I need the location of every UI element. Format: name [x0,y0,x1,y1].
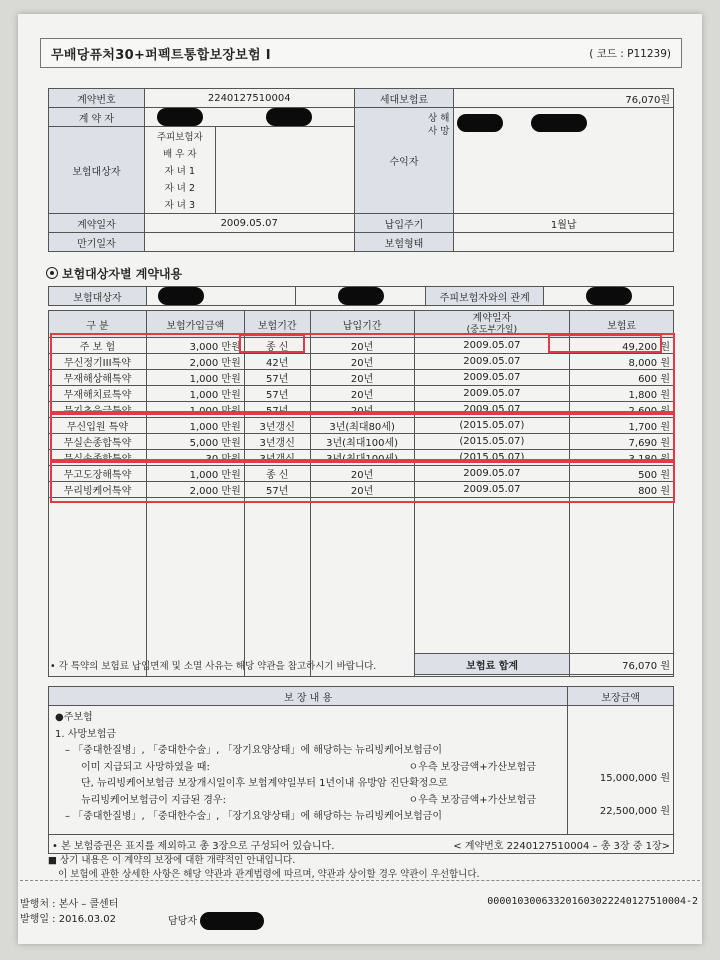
coverage-item-1: 1. 사망보험금 [55,728,117,740]
redaction-mark [531,114,587,132]
table-row [49,482,674,498]
cell-date: (2015.05.07) [414,450,570,466]
rider-note: • 각 특약의 보험료 납입면제 및 소멸 사유는 해당 약관을 참고하시기 바랍니다. [50,661,377,672]
insured-header-table [48,286,674,306]
coverage-amount-header: 보장금액 [568,687,674,706]
coverage-line: 뉴리빙케어보험금이 지급된 경우: ㅇ우측 보장금액+가산보험금 [81,794,536,806]
cell-pay: 20년 [310,370,414,386]
cell-premium: 500 원 [570,466,674,482]
cell-period: 57년 [244,482,310,498]
cell-pay: 20년 [310,386,414,402]
cell-amount: 30 만원 [146,450,244,466]
pay-cycle-value: 1월납 [454,214,674,233]
cell-amount: 5,000 만원 [146,434,244,450]
table-row [49,354,674,370]
cell-date: 2009.05.07 [414,482,570,498]
cell-amount: 1,000 만원 [146,466,244,482]
insured-roles-list [145,127,216,213]
contract-no-label: 계약번호 [49,89,145,108]
cell-amount: 1,000 만원 [146,418,244,434]
redaction-mark [158,287,204,305]
cell-premium: 1,800 원 [570,386,674,402]
document-title-bar [40,38,682,68]
cell-amount: 1,000 만원 [146,402,244,418]
relation-label: 주피보험자와의 관계 [426,287,544,306]
contract-info-table [48,88,674,252]
table-row [49,434,674,450]
col-category: 구 분 [49,311,147,338]
coverage-footer [49,835,674,854]
cell-date: 2009.05.07 [414,386,570,402]
coverage-line: 단, 뉴리빙케어보험금 보장개시일이후 보험계약일부터 1년이내 유방암 진단확정으로 [81,778,448,789]
maturity-value [144,233,354,252]
issue-info [20,897,118,927]
coverage-amount-1: 15,000,000 원 [599,773,670,784]
contract-date-value: 2009.05.07 [144,214,354,233]
page-indicator: < 계약번호 2240127510004 – 총 3장 중 1장> [453,840,670,852]
contract-no-value: 2240127510004 [144,89,354,108]
cell-pay: 20년 [310,482,414,498]
cell-name: 무재해치료특약 [49,386,147,402]
page-composition-note: • 본 보험증권은 표지를 제외하고 총 3장으로 구성되어 있습니다. [52,840,335,852]
section-title: 보험대상자별 계약내용 [46,265,182,282]
premium-value: 76,070원 [454,89,674,108]
beneficiary-value [454,108,674,214]
cell-date: 2009.05.07 [414,354,570,370]
table-row [49,370,674,386]
cell-date: 2009.05.07 [414,402,570,418]
document-title: 무배당퓨처30+퍼펙트통합보장보험 I [51,48,271,63]
role-spouse: 배 우 자 [163,148,197,160]
cell-name: 무리빙케어특약 [49,482,147,498]
redaction-mark [457,114,503,132]
total-label: 보험료 합계 [415,654,570,675]
table-row [49,338,674,354]
redaction-mark [266,108,312,126]
table-row [49,418,674,434]
cell-period: 57년 [244,402,310,418]
cell-premium: 800 원 [570,482,674,498]
cell-name: 무실손종합특약 [49,434,147,450]
cell-pay: 3년(최대100세) [310,450,414,466]
beneficiary-label [354,108,454,214]
cell-date: (2015.05.07) [414,418,570,434]
cell-date: 2009.05.07 [414,466,570,482]
cell-premium: 8,000 원 [570,354,674,370]
insurance-type-value [454,233,674,252]
coverage-header: 보 장 내 용 [49,687,568,706]
cell-pay: 20년 [310,402,414,418]
coverage-amount-2: 22,500,000 원 [599,806,670,817]
cell-name: 무기초응급특약 [49,402,147,418]
cell-premium: 49,200 원 [570,338,674,354]
agent: 담당자 [168,912,264,930]
cell-amount: 1,000 만원 [146,370,244,386]
cell-date: 2009.05.07 [414,338,570,354]
total-table [414,653,674,675]
role-main: 주피보험자 [156,131,203,143]
cell-name: 무실손종합특약 [49,450,147,466]
premium-label: 세대보험료 [354,89,454,108]
cell-amount: 2,000 만원 [146,482,244,498]
target-icon [46,267,58,279]
coverage-line: 이미 지급되고 사망하였을 때: ㅇ우측 보장금액+가산보험금 [81,761,536,773]
beneficiary-death-label: 사 망 [428,126,450,137]
contractor-value [144,108,354,127]
cell-period: 3년갱신 [244,450,310,466]
role-child-1: 자 녀 1 [164,165,196,177]
cell-name: 무신정기III특약 [49,354,147,370]
coverage-line: – 「중대한질병」, 「중대한수술」, 「장기요양상태」에 해당하는 뉴리빙케어보험금이 [65,745,443,756]
issuer: 발행처 : 본사 – 콜센터 [20,899,119,910]
contractor-label: 계 약 자 [49,108,145,127]
cell-period: 종 신 [244,338,310,354]
col-contract-date: 계약일자 (중도부가일) [414,311,570,338]
disclaimer-line-1: ■ 상기 내용은 이 계약의 보장에 대한 개략적인 안내입니다. [48,855,296,866]
redaction-mark [157,108,203,126]
cell-amount: 3,000 만원 [146,338,244,354]
redaction-mark [200,912,264,930]
cell-period: 3년갱신 [244,434,310,450]
col-amount: 보험가입금액 [146,311,244,338]
cell-premium: 1,700 원 [570,418,674,434]
coverage-content [49,706,568,835]
divider [20,880,700,881]
cell-premium: 7,690 원 [570,434,674,450]
product-code: ( 코드 : P11239) [589,48,671,60]
cell-date: 2009.05.07 [414,370,570,386]
insured-roles-cell [144,127,354,214]
cell-period: 42년 [244,354,310,370]
relation-value [544,287,674,306]
redaction-mark [586,287,632,305]
cell-period: 3년갱신 [244,418,310,434]
issue-date: 발행일 : 2016.03.02 [20,914,116,925]
col-premium: 보험료 [570,311,674,338]
cell-period: 57년 [244,386,310,402]
cell-period: 종 신 [244,466,310,482]
contract-date-label: 계약일자 [49,214,145,233]
col-period: 보험기간 [244,311,310,338]
disclaimer [48,854,480,882]
insured-id-value [296,287,426,306]
table-row [49,386,674,402]
beneficiary-title: 수익자 [389,157,419,168]
cell-premium: 600 원 [570,370,674,386]
disclaimer-line-2: 이 보험에 관한 상세한 사항은 해당 약관과 관계법령에 따르며, 약관과 상이할 경우 약관이 우선합니다. [58,869,480,880]
role-child-2: 자 녀 2 [164,183,196,195]
cell-name: 무재해상해특약 [49,370,147,386]
coverage-main-title: ●주보험 [55,712,93,723]
barcode-number: 000010300633201603022240127510004-2 [487,896,698,907]
role-child-3: 자 녀 3 [164,200,196,212]
cell-amount: 2,000 만원 [146,354,244,370]
table-row [49,402,674,418]
contract-detail-table [48,310,674,677]
maturity-label: 만기일자 [49,233,145,252]
beneficiary-injury-label: 상 해 [428,113,450,124]
cell-premium: 2,600 원 [570,402,674,418]
col-pay-period: 납입기간 [310,311,414,338]
cell-pay: 20년 [310,466,414,482]
cell-date: (2015.05.07) [414,434,570,450]
cell-name: 무신입원 특약 [49,418,147,434]
cell-pay: 3년(최대80세) [310,418,414,434]
table-row [49,466,674,482]
policy-document [18,14,702,944]
insured-name-label: 보험대상자 [49,287,147,306]
coverage-amounts [568,706,674,835]
insured-label: 보험대상자 [49,127,145,214]
cell-premium: 3,180 원 [570,450,674,466]
insurance-type-label: 보험형태 [354,233,454,252]
total-value: 76,070 원 [570,654,674,675]
cell-pay: 20년 [310,338,414,354]
cell-period: 57년 [244,370,310,386]
cell-amount: 1,000 만원 [146,386,244,402]
cell-name: 무고도장해특약 [49,466,147,482]
table-row [49,450,674,466]
cell-pay: 20년 [310,354,414,370]
pay-cycle-label: 납입주기 [354,214,454,233]
coverage-line: – 「중대한질병」, 「중대한수술」, 「장기요양상태」에 해당하는 뉴리빙케어보험금이 [65,811,443,822]
cell-name: 주 보 험 [49,338,147,354]
cell-pay: 3년(최대100세) [310,434,414,450]
redaction-mark [338,287,384,305]
coverage-table [48,686,674,854]
